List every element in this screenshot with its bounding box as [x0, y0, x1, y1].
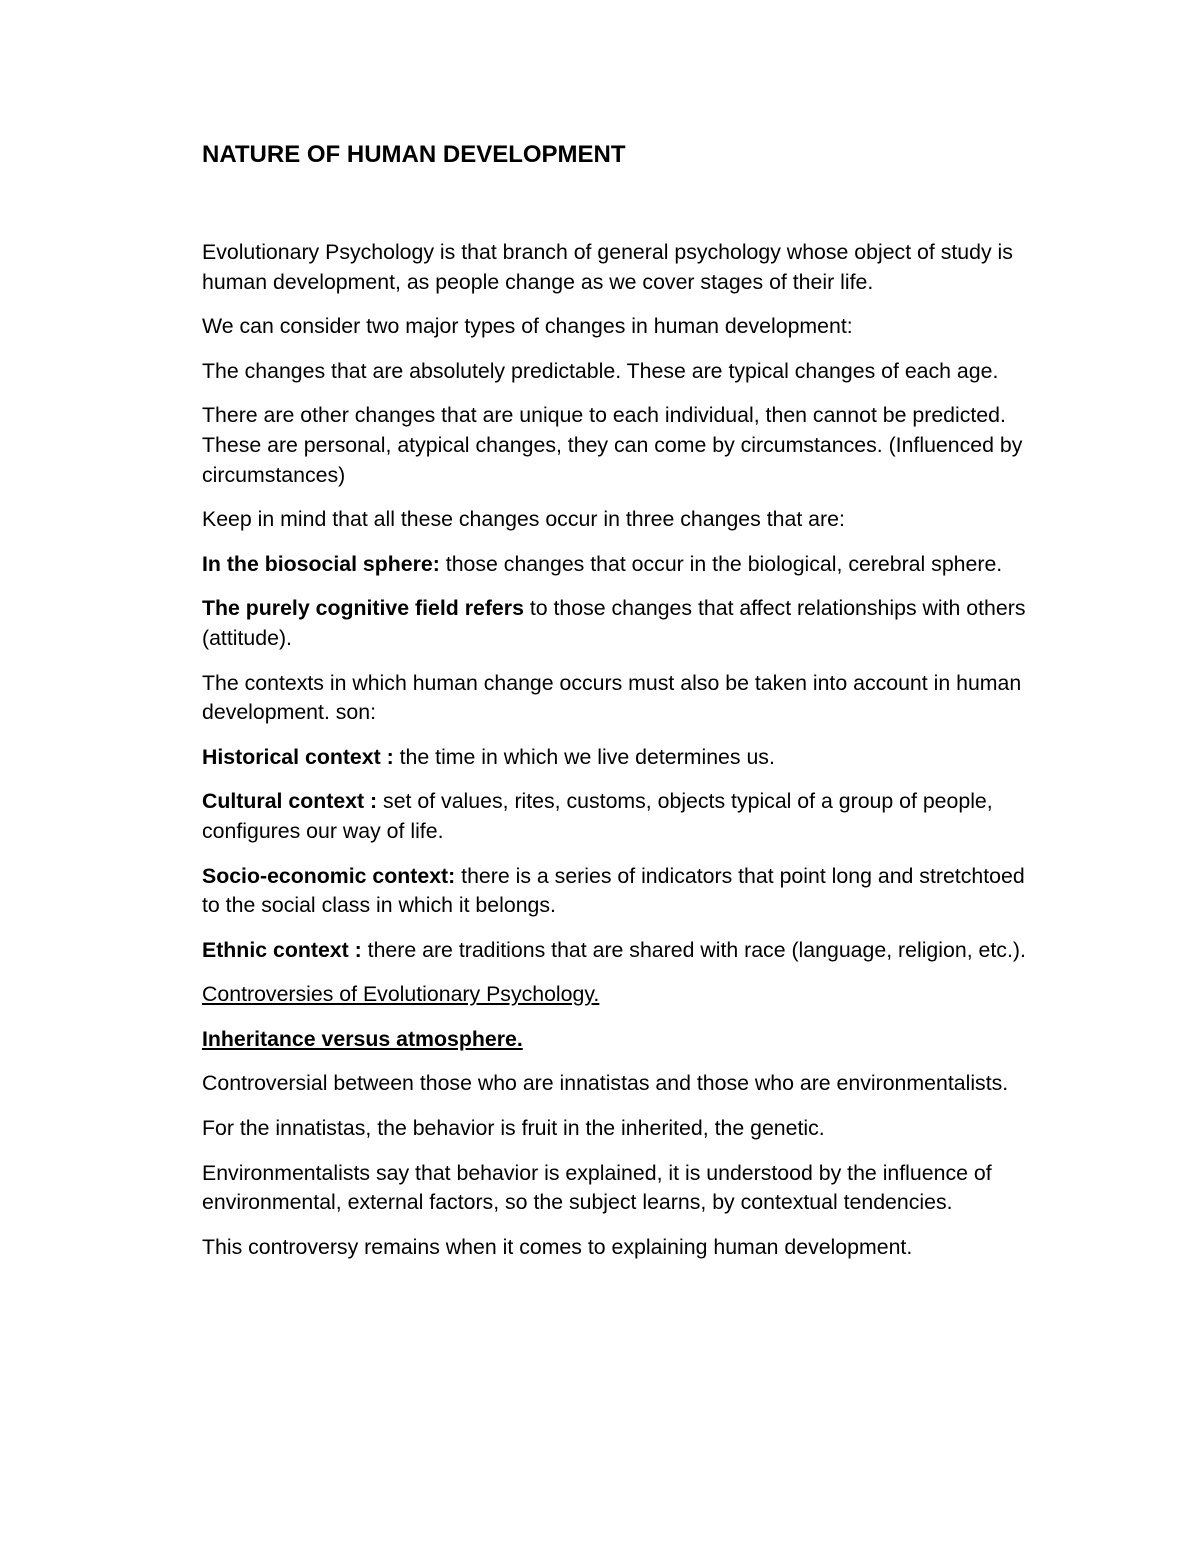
biosocial-paragraph	[202, 550, 1042, 580]
historical-context-term: Historical context :	[202, 744, 394, 769]
socioeconomic-context-text: there is a series of indicators that point long and stretchtoed to the social class in which it belongs.	[202, 863, 1025, 918]
controversies-heading: Controversies of Evolutionary Psychology.	[202, 982, 600, 1007]
controversial-paragraph: Controversial between those who are innatistas and those who are environmentalists.	[202, 1071, 1009, 1096]
cultural-context-paragraph	[202, 787, 1042, 846]
keep-in-mind-paragraph: Keep in mind that all these changes occur in three changes that are:	[202, 507, 845, 532]
biosocial-term: In the biosocial sphere:	[202, 551, 440, 576]
cultural-context-text: set of values, rites, customs, objects typical of a group of people, configures our way of life.	[202, 789, 993, 843]
conclusion-paragraph: This controversy remains when it comes to explaining human development.	[202, 1234, 913, 1259]
document-title: NATURE OF HUMAN DEVELOPMENT	[202, 141, 626, 168]
socioeconomic-context-paragraph	[202, 862, 1042, 921]
cognitive-term: The purely cognitive field refers	[202, 596, 524, 621]
inheritance-heading: Inheritance versus atmosphere.	[202, 1026, 523, 1051]
unique-changes-paragraph: There are other changes that are unique to each individual, then cannot be predicted. These are personal, atypical changes, they can come by circumstances. (Influenced by circumstances)	[202, 403, 1023, 487]
environmentalists-paragraph: Environmentalists say that behavior is explained, it is understood by the influence of environmental, external factors, so the subject learns, by contextual tendencies.	[202, 1160, 992, 1215]
cognitive-text: to those changes that affect relationships with others (attitude).	[202, 596, 1026, 650]
two-types-paragraph: We can consider two major types of changes in human development:	[202, 314, 853, 339]
historical-context-paragraph	[202, 743, 1042, 773]
document-body	[202, 138, 1042, 1277]
cultural-context-term: Cultural context :	[202, 789, 378, 814]
socioeconomic-context-term: Socio-economic context:	[202, 863, 456, 888]
historical-context-text: the time in which we live determines us.	[393, 744, 775, 769]
ethnic-context-term: Ethnic context :	[202, 937, 362, 962]
innatistas-paragraph: For the innatistas, the behavior is fruit in the inherited, the genetic.	[202, 1116, 825, 1141]
predictable-paragraph: The changes that are absolutely predictable. These are typical changes of each age.	[202, 358, 999, 383]
contexts-intro-paragraph: The contexts in which human change occurs must also be taken into account in human development. son:	[202, 670, 1022, 725]
biosocial-text: those changes that occur in the biological, cerebral sphere.	[439, 551, 1003, 576]
cognitive-paragraph	[202, 594, 1042, 653]
ethnic-context-text: there are traditions that are shared with race (language, religion, etc.).	[361, 937, 1026, 962]
ethnic-context-paragraph	[202, 936, 1042, 966]
intro-paragraph: Evolutionary Psychology is that branch of general psychology whose object of study is human development, as people change as we cover stages of their life.	[202, 240, 1013, 294]
